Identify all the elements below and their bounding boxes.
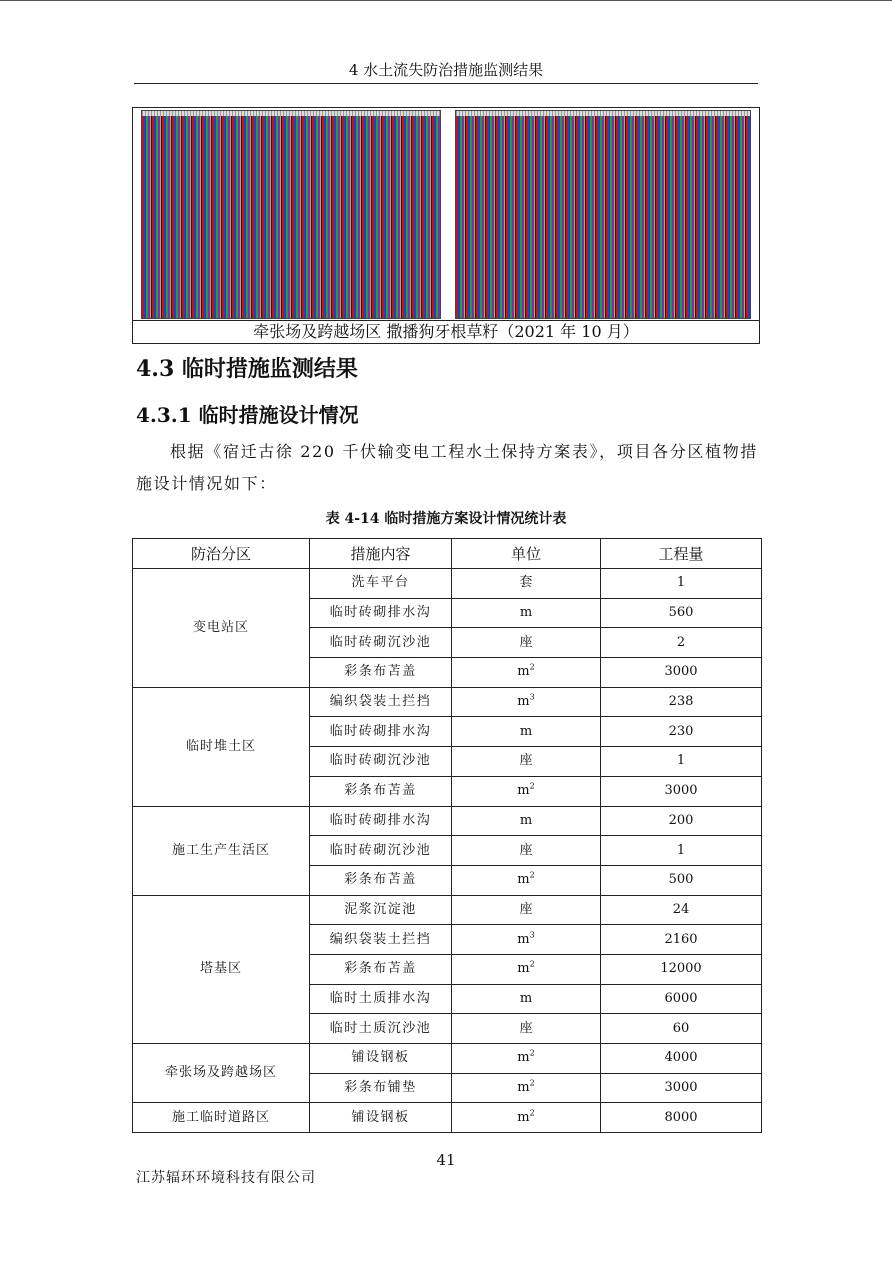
unit-text: m: [517, 1080, 530, 1096]
photo-divider: [133, 320, 759, 321]
measure-cell: 彩条布铺垫: [310, 1073, 452, 1103]
unit-cell: [452, 925, 601, 955]
running-header: 4 水土流失防治措施监测结果: [348, 61, 544, 79]
quantity-cell: 12000: [601, 954, 762, 984]
quantity-cell: 24: [601, 895, 762, 925]
table-body: [133, 569, 762, 1133]
unit-text: m: [517, 1050, 530, 1066]
unit-cell: [452, 895, 601, 925]
measure-cell: 泥浆沉淀池: [310, 895, 452, 925]
table-caption: 表 4-14 临时措施方案设计情况统计表: [325, 511, 567, 527]
unit-cell: [452, 1014, 601, 1044]
table-row: [133, 1103, 762, 1133]
unit-text: m: [517, 931, 530, 947]
unit-exponent: 2: [529, 959, 535, 969]
zone-cell: 塔基区: [133, 895, 310, 1043]
quantity-cell: 4000: [601, 1044, 762, 1074]
zone-cell: 牵张场及跨越场区: [133, 1044, 310, 1103]
unit-text: m: [519, 990, 533, 1006]
table-row: [133, 806, 762, 836]
unit-exponent: 2: [529, 870, 535, 880]
unit-cell: [452, 806, 601, 836]
unit-exponent: 2: [529, 1108, 535, 1118]
measure-cell: 彩条布苫盖: [310, 865, 452, 895]
zone-cell: 施工临时道路区: [133, 1103, 310, 1133]
unit-cell: [452, 628, 601, 658]
unit-text: 座: [519, 634, 533, 650]
unit-text: 座: [519, 842, 533, 858]
table-header-row: [133, 539, 762, 569]
measure-cell: 临时砖砌沉沙池: [310, 747, 452, 777]
quantity-cell: 200: [601, 806, 762, 836]
section-heading: 4.3 临时措施监测结果: [136, 356, 358, 382]
subsection-heading: 4.3.1 临时措施设计情况: [136, 403, 359, 427]
header-measure: 措施内容: [310, 539, 452, 569]
unit-exponent: 2: [529, 1078, 535, 1088]
quantity-cell: 3000: [601, 776, 762, 806]
photo-grass-seeding-right: [455, 110, 751, 319]
temporary-measures-table: [132, 538, 762, 1133]
photo-frame: [132, 107, 760, 344]
unit-cell: [452, 1103, 601, 1133]
quantity-cell: 6000: [601, 984, 762, 1014]
unit-exponent: 2: [529, 781, 535, 791]
unit-text: m: [517, 783, 530, 799]
unit-cell: [452, 747, 601, 777]
zone-cell: 施工生产生活区: [133, 806, 310, 895]
unit-text: m: [517, 1109, 530, 1125]
table-row: [133, 895, 762, 925]
unit-cell: [452, 658, 601, 688]
header-unit: 单位: [452, 539, 601, 569]
measure-cell: 铺设钢板: [310, 1044, 452, 1074]
unit-cell: [452, 687, 601, 717]
unit-text: m: [517, 961, 530, 977]
measure-cell: 彩条布苫盖: [310, 776, 452, 806]
unit-cell: [452, 865, 601, 895]
quantity-cell: 2: [601, 628, 762, 658]
header-zone: 防治分区: [133, 539, 310, 569]
unit-cell: [452, 569, 601, 599]
zone-cell: 临时堆土区: [133, 687, 310, 806]
unit-cell: [452, 954, 601, 984]
unit-exponent: 2: [529, 663, 535, 673]
unit-text: 座: [519, 1020, 533, 1036]
measure-cell: 编织袋装土拦挡: [310, 925, 452, 955]
quantity-cell: 1: [601, 836, 762, 866]
quantity-cell: 1: [601, 569, 762, 599]
measure-cell: 洗车平台: [310, 569, 452, 599]
unit-cell: [452, 836, 601, 866]
quantity-cell: 3000: [601, 658, 762, 688]
quantity-cell: 2160: [601, 925, 762, 955]
table-row: [133, 1044, 762, 1074]
measure-cell: 临时砖砌排水沟: [310, 598, 452, 628]
unit-cell: [452, 598, 601, 628]
header-quantity: 工程量: [601, 539, 762, 569]
measure-cell: 临时砖砌排水沟: [310, 717, 452, 747]
measure-cell: 临时土质排水沟: [310, 984, 452, 1014]
unit-text: m: [517, 664, 530, 680]
unit-cell: [452, 776, 601, 806]
unit-text: 座: [519, 753, 533, 769]
measure-cell: 铺设钢板: [310, 1103, 452, 1133]
quantity-cell: 1: [601, 747, 762, 777]
unit-cell: [452, 984, 601, 1014]
unit-exponent: 3: [529, 692, 535, 702]
body-paragraph: 根据《宿迁古徐 220 千伏输变电工程水土保持方案表》，项目各分区植物措施设计情况如下：: [136, 442, 758, 493]
quantity-cell: 560: [601, 598, 762, 628]
quantity-cell: 230: [601, 717, 762, 747]
unit-exponent: 2: [529, 1049, 535, 1059]
measure-cell: 临时砖砌沉沙池: [310, 628, 452, 658]
photo-grass-seeding-left: [141, 110, 441, 319]
unit-text: m: [519, 605, 533, 621]
unit-exponent: 3: [529, 930, 535, 940]
measure-cell: 彩条布苫盖: [310, 954, 452, 984]
unit-text: m: [519, 723, 533, 739]
quantity-cell: 238: [601, 687, 762, 717]
unit-text: m: [517, 872, 530, 888]
unit-text: m: [519, 812, 533, 828]
zone-cell: 变电站区: [133, 569, 310, 688]
table-row: [133, 569, 762, 599]
quantity-cell: 500: [601, 865, 762, 895]
unit-text: m: [517, 694, 530, 710]
unit-cell: [452, 717, 601, 747]
header-rule: [134, 83, 758, 84]
page-top-border: [0, 0, 892, 1]
table-row: [133, 687, 762, 717]
photo-caption: 牵张场及跨越场区 撒播狗牙根草籽（2021 年 10 月）: [253, 322, 639, 341]
measure-cell: 临时砖砌排水沟: [310, 806, 452, 836]
quantity-cell: 60: [601, 1014, 762, 1044]
unit-text: 套: [519, 575, 533, 591]
unit-cell: [452, 1044, 601, 1074]
measure-cell: 临时土质沉沙池: [310, 1014, 452, 1044]
footer-company: 江苏辐环环境科技有限公司: [136, 1170, 316, 1186]
measure-cell: 彩条布苫盖: [310, 658, 452, 688]
unit-cell: [452, 1073, 601, 1103]
unit-text: 座: [519, 901, 533, 917]
page-number: 41: [436, 1151, 456, 1169]
quantity-cell: 3000: [601, 1073, 762, 1103]
measure-cell: 临时砖砌沉沙池: [310, 836, 452, 866]
quantity-cell: 8000: [601, 1103, 762, 1133]
measure-cell: 编织袋装土拦挡: [310, 687, 452, 717]
